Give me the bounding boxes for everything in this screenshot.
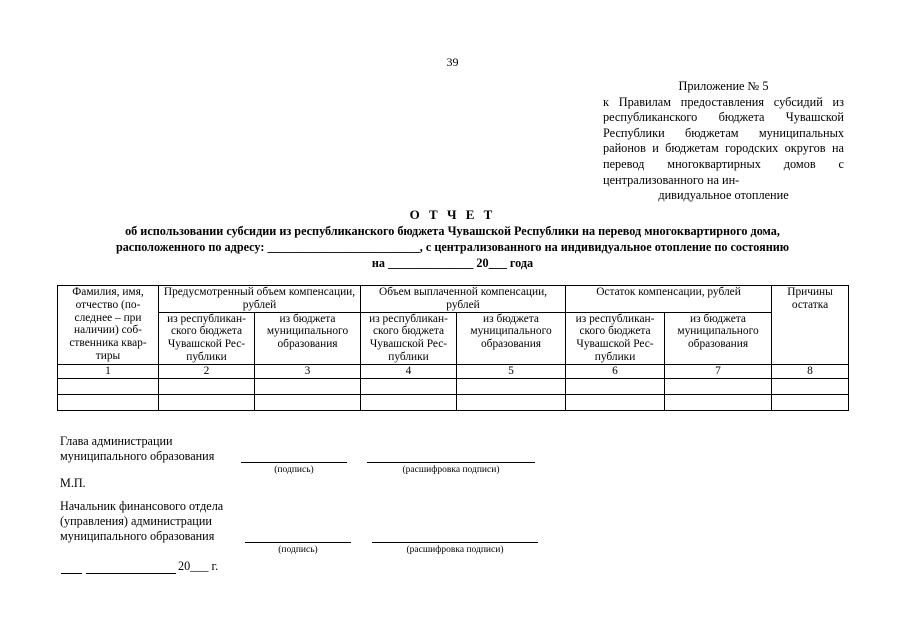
column-number: 2	[159, 364, 255, 378]
date-month-line	[86, 573, 176, 574]
stamp-label: М.П.	[60, 476, 86, 490]
subheader-planned-republic: из республикан-ского бюджета Чувашской Рес-публики	[159, 312, 255, 364]
finance-title-line2: (управления) администрации	[60, 514, 212, 528]
table-cell	[772, 378, 849, 394]
page-number: 39	[446, 55, 459, 69]
finance-signature-caption: (подпись)	[278, 545, 318, 555]
head-signature-caption: (подпись)	[274, 465, 314, 475]
table-cell	[361, 394, 457, 410]
table-cell	[255, 378, 361, 394]
finance-title-line1: Начальник финансового отдела	[60, 499, 224, 513]
date-day-line	[61, 573, 82, 574]
table-row	[58, 378, 849, 394]
report-table	[57, 285, 849, 411]
head-title-line2: муниципального образования	[60, 449, 215, 463]
head-signature-line	[241, 462, 347, 463]
head-decode-line	[367, 462, 535, 463]
column-number: 7	[665, 364, 772, 378]
head-signature-block	[60, 434, 214, 464]
subheader-paid-municipal: из бюджета муниципального образования	[457, 312, 566, 364]
finance-signature-line	[245, 542, 351, 543]
table-cell	[566, 378, 665, 394]
table-cell	[772, 394, 849, 410]
appendix-last-line: дивидуальное отопление	[658, 188, 789, 203]
header-reasons: Причины остатка	[772, 286, 849, 313]
table-subheader-row	[58, 312, 849, 364]
header-rest: Остаток компенсации, рублей	[566, 286, 772, 313]
subheader-reasons-empty	[772, 312, 849, 364]
subheader-planned-municipal: из бюджета муниципального образования	[255, 312, 361, 364]
table-cell	[159, 378, 255, 394]
table-cell	[566, 394, 665, 410]
column-number: 4	[361, 364, 457, 378]
table-cell	[361, 378, 457, 394]
appendix-block	[603, 79, 844, 204]
table-cell	[665, 394, 772, 410]
finance-decode-caption: (расшифровка подписи)	[406, 545, 504, 555]
table-header-row	[58, 286, 849, 313]
table-cell	[255, 394, 361, 410]
column-number: 1	[58, 364, 159, 378]
report-title: О Т Ч Е Т	[409, 207, 496, 222]
head-title-line1: Глава администрации	[60, 434, 173, 448]
head-decode-caption: (расшифровка подписи)	[402, 465, 500, 475]
table-cell	[159, 394, 255, 410]
appendix-body: к Правилам предоставления субсидий из республиканского бюджета Чувашской Республики бюджетам муниципальных районов и бюджетам городских округов на перевод многоквартирных домов с централизованного на ин-	[603, 94, 844, 187]
column-number: 5	[457, 364, 566, 378]
table-cell	[58, 378, 159, 394]
table-row	[58, 394, 849, 410]
header-owner: Фамилия, имя, отчество (по-следнее – при наличии) соб-ственника квар-тиры	[58, 286, 159, 365]
subheader-paid-republic: из республикан-ского бюджета Чувашской Рес-публики	[361, 312, 457, 364]
finance-signature-block	[60, 499, 223, 544]
header-paid: Объем выплаченной компенсации, рублей	[361, 286, 566, 313]
finance-title-line3: муниципального образования	[60, 529, 215, 543]
report-subtitle-line3: на ______________ 20___ года	[371, 256, 534, 270]
table-number-row	[58, 364, 849, 378]
report-subtitle-line2: расположенного по адресу: _________________________, с централизованного на индивидуальное отопление по состоянию	[115, 240, 790, 254]
finance-decode-line	[372, 542, 538, 543]
subheader-rest-republic: из республикан-ского бюджета Чувашской Рес-публики	[566, 312, 665, 364]
header-planned: Предусмотренный объем компенсации, рублей	[159, 286, 361, 313]
table-cell	[665, 378, 772, 394]
report-heading	[0, 207, 905, 271]
subheader-rest-municipal: из бюджета муниципального образования	[665, 312, 772, 364]
column-number: 8	[772, 364, 849, 378]
table-cell	[457, 378, 566, 394]
table-cell	[457, 394, 566, 410]
column-number: 6	[566, 364, 665, 378]
report-subtitle-line1: об использовании субсидии из республиканского бюджета Чувашской Республики на перевод многоквартирного дома,	[125, 224, 780, 238]
appendix-title: Приложение № 5	[678, 79, 769, 93]
date-year-label: 20___ г.	[178, 559, 219, 573]
column-number: 3	[255, 364, 361, 378]
table-cell	[58, 394, 159, 410]
